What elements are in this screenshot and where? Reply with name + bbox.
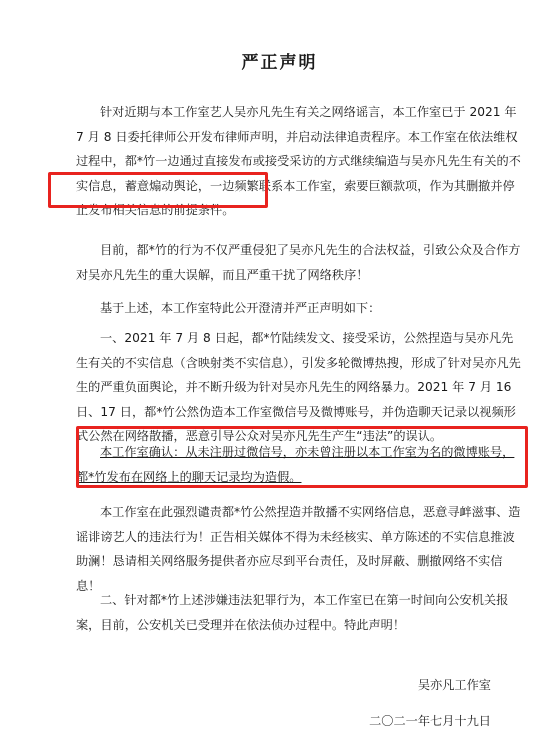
paragraph-point-one: 一、2021 年 7 月 8 日起，都*竹陆续发文、接受采访，公然捏造与吴亦凡先生有关的不实信息（含映射类不实信息），引发多轮微博热搜，形成了针对吴亦凡先生的严重负面舆论，并不断升级为针对吴亦凡先生的网络暴力。2021 年 7 月 16 日、17 日，都*竹公然伪造本工作室微信号及微博账号，并伪造聊天记录以视频形式公然在网络散播，恶意引导公众对吴亦凡先生产生“违法”的误认。 (76, 331, 521, 443)
document-title: 严正声明 (241, 53, 318, 73)
paragraph-intro: 针对近期与本工作室艺人吴亦凡先生有关之网络谣言，本工作室已于 2021 年 7 月 8 日委托律师公开发布律师声明，并启动法律追责程序。本工作室在依法维权过程中，都*竹一边通过直接发布或接受采访的方式继续编造与吴亦凡先生有关的不实信息，蓄意煽动舆论，一边频繁联系本工作室，索要巨额款项，作为其删撤并停止发布相关信息的前提条件。 (76, 105, 521, 217)
paragraph-point-two: 二、针对都*竹上述涉嫌违法犯罪行为，本工作室已在第一时间向公安机关报案，目前，公安机关已受理并在依法侦办过程中。特此声明！ (76, 593, 509, 632)
paragraph-condemnation: 本工作室在此强烈谴责都*竹公然捏造并散播不实网络信息，恶意寻衅滋事、造谣诽谤艺人的违法行为！正告相关媒体不得为未经核实、单方陈述的不实信息推波助澜！恳请相关网络服务提供者亦应尽到平台责任，及时屏蔽、删撤网络不实信息！ (76, 505, 521, 593)
highlight-box-confirmation (76, 426, 528, 488)
highlight-box-demand-money (48, 172, 268, 208)
signature-date: 二〇二一年七月十九日 (369, 714, 491, 728)
paragraph-confirmation: 本工作室确认：从未注册过微信号，亦未曾注册以本工作室为名的微博账号，都*竹发布在网络上的聊天记录均为造假。 (76, 445, 515, 484)
signature-studio: 吴亦凡工作室 (417, 678, 491, 692)
paragraph-impact: 目前，都*竹的行为不仅严重侵犯了吴亦凡先生的合法权益，引致公众及合作方对吴亦凡先生的重大误解，而且严重干扰了网络秩序！ (76, 243, 521, 282)
paragraph-basis: 基于上述，本工作室特此公开澄清并严正声明如下： (100, 301, 381, 315)
